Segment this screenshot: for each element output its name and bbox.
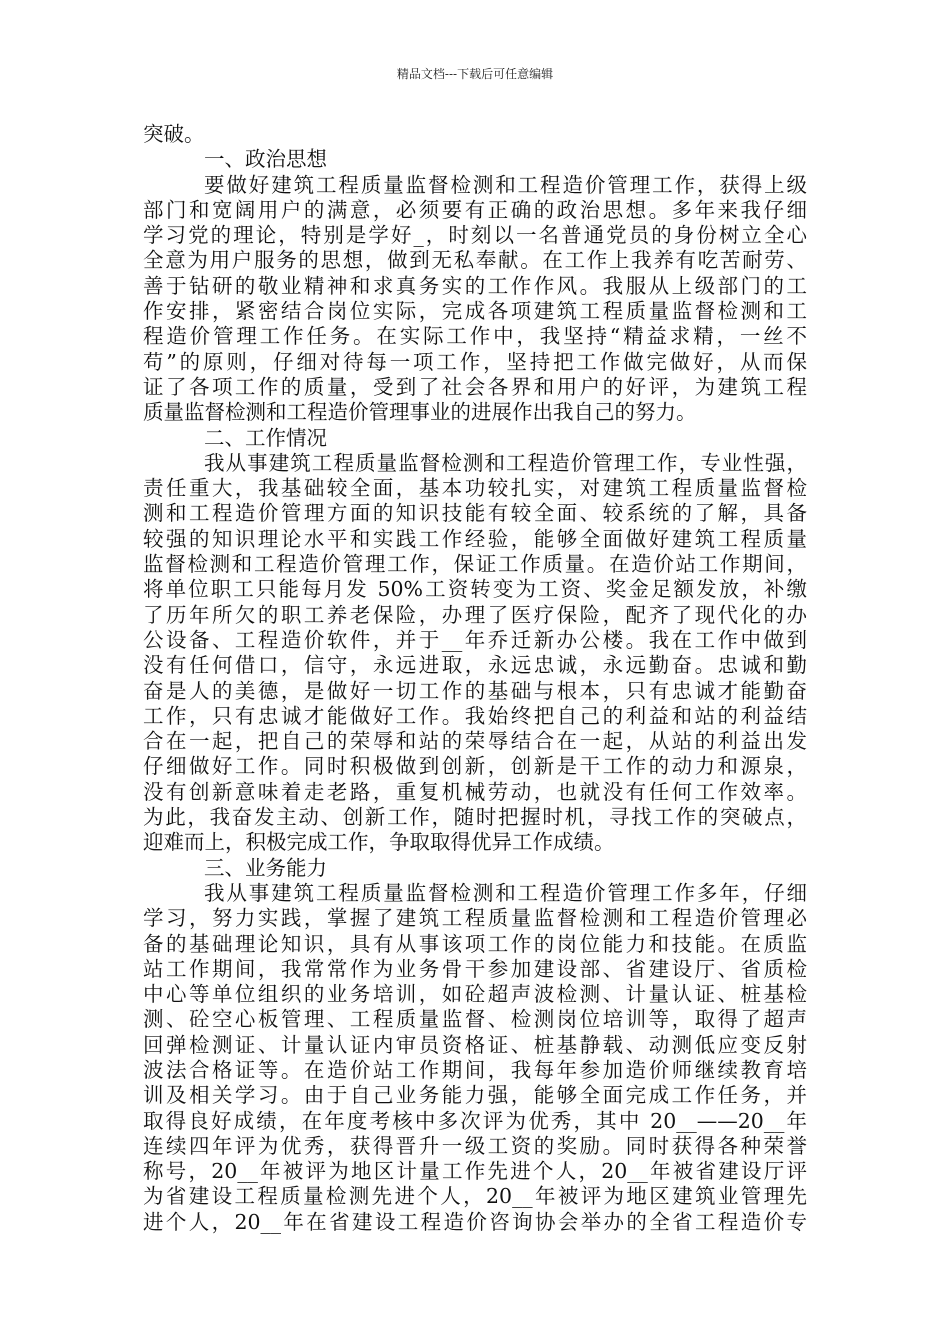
text-line: 突破。 — [143, 122, 205, 146]
text-line: 训及相关学习。由于自己业务能力强，能够全面完成工作任务，并 — [143, 1083, 807, 1108]
text-line: 善于钻研的敬业精神和求真务实的工作作风。我服从上级部门的工 — [143, 273, 807, 298]
text-line: 回弹检测证、计量认证内审员资格证、桩基静载、动测低应变反射 — [143, 1032, 807, 1057]
text-line: 波法合格证等。在造价站工作期间，我每年参加造价师继续教育培 — [143, 1057, 807, 1082]
text-line: 没有创新意味着走老路，重复机械劳动，也就没有任何工作效率。 — [143, 779, 807, 804]
text-line: 迎难而上，积极完成工作，争取取得优异工作成绩。 — [143, 830, 615, 855]
text-line: 取得良好成绩，在年度考核中多次评为优秀，其中 20__——20__年 — [143, 1108, 807, 1133]
text-line: 全意为用户服务的思想，做到无私奉献。在工作上我养有吃苦耐劳、 — [143, 248, 807, 273]
text-line: 要做好建筑工程质量监督检测和工程造价管理工作，获得上级 — [204, 172, 807, 197]
text-line: 证了各项工作的质量，受到了社会各界和用户的好评，为建筑工程 — [143, 374, 807, 399]
text-line: 较强的知识理论水平和实践工作经验，能够全面做好建筑工程质量 — [143, 526, 807, 551]
text-line: 中心等单位组织的业务培训，如砼超声波检测、计量认证、桩基检 — [143, 982, 807, 1007]
text-line: 责任重大，我基础较全面，基本功较扎实，对建筑工程质量监督检 — [143, 476, 807, 501]
text-line: 称号，20__年被评为地区计量工作先进个人，20__年被省建设厅评 — [143, 1159, 807, 1184]
text-line: 质量监督检测和工程造价管理事业的进展作出我自己的努力。 — [143, 400, 697, 425]
text-line: 了历年所欠的职工养老保险，办理了医疗保险，配齐了现代化的办 — [143, 602, 807, 627]
page-header: 精品文档---下载后可任意编辑 — [396, 67, 554, 81]
text-line: 学习，努力实践，掌握了建筑工程质量监督检测和工程造价管理必 — [143, 906, 807, 931]
text-line: 我从事建筑工程质量监督检测和工程造价管理工作多年，仔细 — [204, 880, 807, 905]
section-heading: 二、工作情况 — [204, 425, 327, 450]
text-line: 为省建设工程质量检测先进个人，20__年被评为地区建筑业管理先 — [143, 1184, 807, 1209]
text-line: 将单位职工只能每月发 50%工资转变为工资、奖金足额发放，补缴 — [143, 577, 807, 602]
text-line: 测、砼空心板管理、工程质量监督、检测岗位培训等，取得了超声 — [143, 1007, 807, 1032]
text-line: 苟”的原则，仔细对待每一项工作，坚持把工作做完做好，从而保 — [143, 349, 807, 374]
text-line: 备的基础理论知识，具有从事该项工作的岗位能力和技能。在质监 — [143, 931, 807, 956]
text-line: 为此，我奋发主动、创新工作，随时把握时机，寻找工作的突破点， — [143, 805, 807, 830]
text-line: 部门和宽阔用户的满意，必须要有正确的政治思想。多年来我仔细 — [143, 197, 807, 222]
text-line: 我从事建筑工程质量监督检测和工程造价管理工作，专业性强， — [204, 450, 807, 475]
text-line: 合在一起，把自己的荣辱和站的荣辱结合在一起，从站的利益出发 — [143, 729, 807, 754]
text-line: 仔细做好工作。同时积极做到创新，创新是干工作的动力和源泉， — [143, 754, 807, 779]
text-line: 进个人，20__年在省建设工程造价咨询协会举办的全省工程造价专 — [143, 1209, 807, 1234]
section-heading: 一、政治思想 — [204, 147, 327, 172]
document-body — [143, 122, 807, 1235]
text-line: 作安排，紧密结合岗位实际，完成各项建筑工程质量监督检测和工 — [143, 299, 807, 324]
text-line: 测和工程造价管理方面的知识技能有较全面、较系统的了解，具备 — [143, 501, 807, 526]
text-line: 奋是人的美德，是做好一切工作的基础与根本，只有忠诚才能勤奋 — [143, 678, 807, 703]
text-line: 连续四年评为优秀，获得晋升一级工资的奖励。同时获得各种荣誉 — [143, 1133, 807, 1158]
text-line: 公设备、工程造价软件，并于__年乔迁新办公楼。我在工作中做到 — [143, 627, 807, 652]
section-heading: 三、业务能力 — [204, 855, 327, 880]
text-line: 学习党的理论，特别是学好_，时刻以一名普通党员的身份树立全心 — [143, 223, 807, 248]
text-line: 站工作期间，我常常作为业务骨干参加建设部、省建设厅、省质检 — [143, 956, 807, 981]
text-line: 程造价管理工作任务。在实际工作中，我坚持“精益求精，一丝不 — [143, 324, 807, 349]
text-line: 工作，只有忠诚才能做好工作。我始终把自己的利益和站的利益结 — [143, 703, 807, 728]
text-line: 没有任何借口，信守，永远进取，永远忠诚，永远勤奋。忠诚和勤 — [143, 653, 807, 678]
text-line: 监督检测和工程造价管理工作，保证工作质量。在造价站工作期间， — [143, 552, 807, 577]
